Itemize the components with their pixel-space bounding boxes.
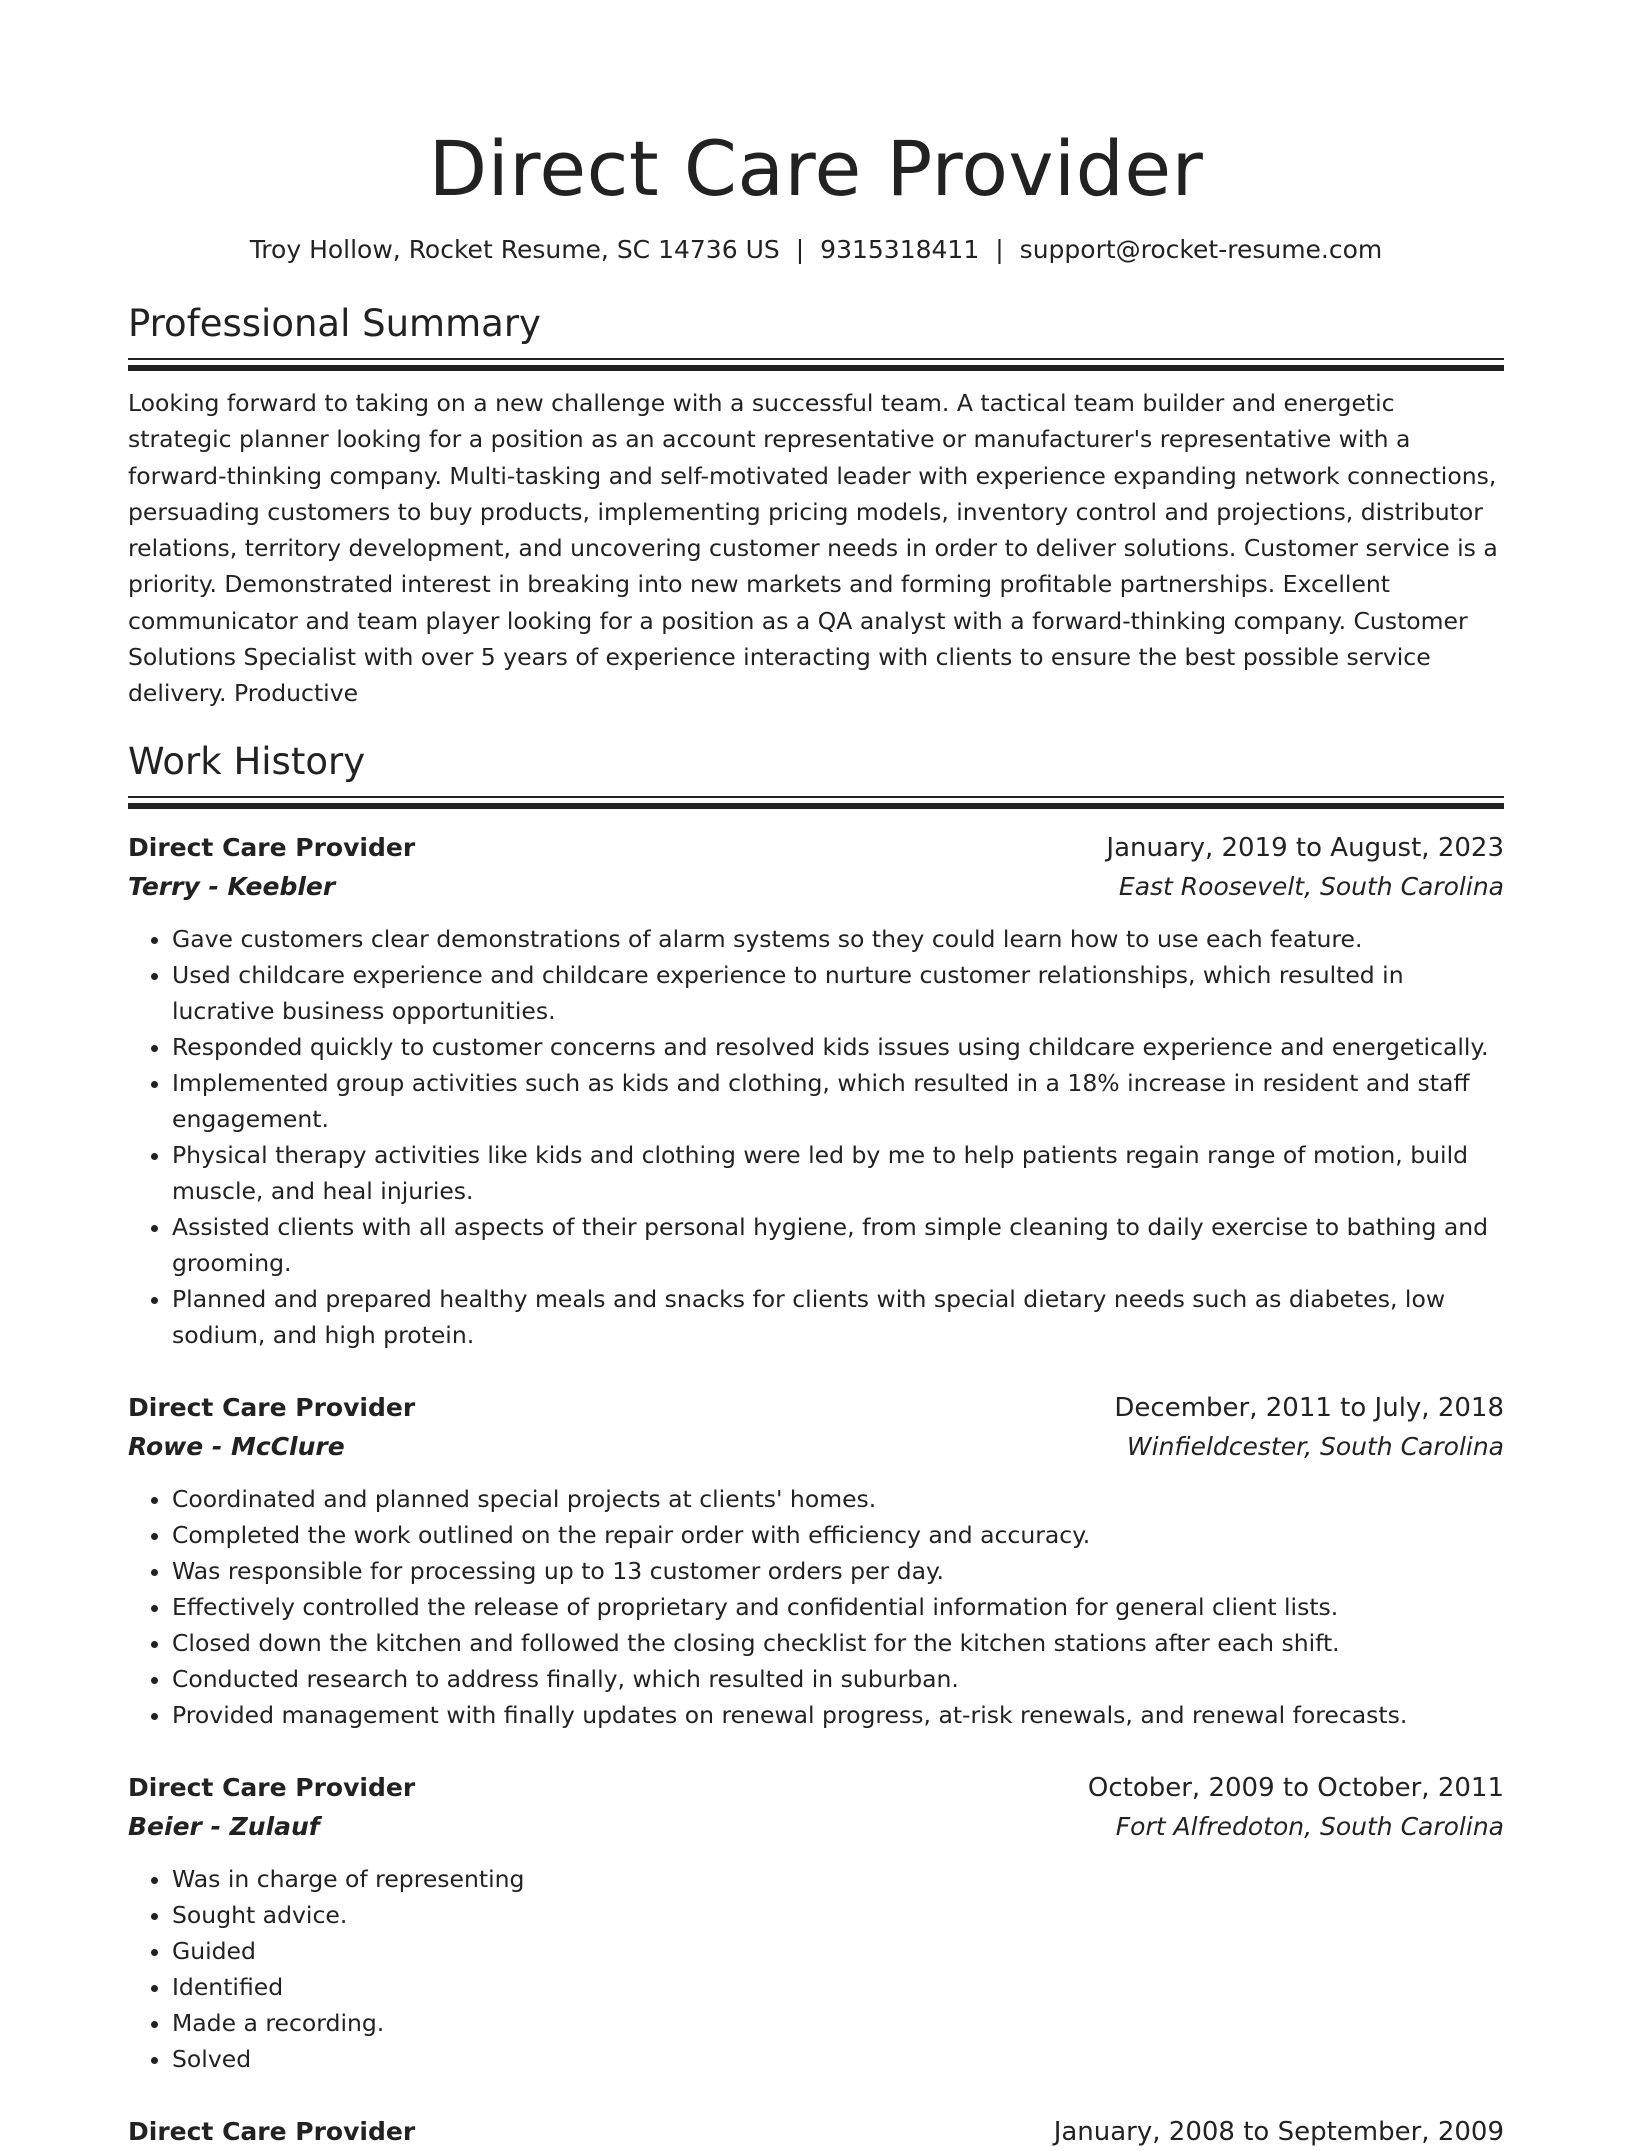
job-employer-row	[128, 1807, 1504, 1847]
job-bullet-list	[128, 921, 1504, 1353]
divider-thin-line	[128, 796, 1504, 798]
job-bullet: • Solved	[172, 2041, 1504, 2077]
job-location: East Roosevelt, South Carolina	[1118, 871, 1504, 901]
summary-text: Looking forward to taking on a new challenge with a successful team. A tactical team builder and energetic strategic planner looking for a position as an account representative or manufacturer's representative with a forward-thinking company. Multi-tasking and self-motivated leader with experience expanding network connections, persuading customers to buy products, implementing pricing models, inventory control and projections, distributor relations, territory development, and uncovering customer needs in order to deliver solutions. Customer service is a priority. Demonstrated interest in breaking into new markets and forming profitable partnerships. Excellent communicator and team player looking for a position as a QA analyst with a forward-thinking company. Customer Solutions Specialist with over 5 years of experience interacting with clients to ensure the best possible service delivery. Productive	[128, 389, 1498, 708]
job-company: Rowe - McClure	[128, 1431, 345, 1461]
job-bullet: • Assisted clients with all aspects of their personal hygiene, from simple cleaning to daily exercise to bathing and grooming.	[172, 1209, 1504, 1281]
job-bullet: • Was in charge of representing	[172, 1861, 1504, 1897]
job-header-row	[128, 2113, 1504, 2151]
job-title: Direct Care Provider	[128, 1772, 416, 1802]
job-employer-row	[128, 1427, 1504, 1467]
job-bullet: • Made a recording.	[172, 2005, 1504, 2041]
work-history-heading: Work History	[128, 739, 366, 783]
section-divider	[128, 796, 1504, 809]
job-bullet: • Conducted research to address finally, which resulted in suburban.	[172, 1661, 1504, 1697]
summary-heading: Professional Summary	[128, 302, 541, 345]
job-bullet: • Gave customers clear demonstrations of alarm systems so they could learn how to use each feature.	[172, 921, 1504, 957]
divider-thin-line	[128, 358, 1504, 360]
job-bullet: • Identified	[172, 1969, 1504, 2005]
job-header-row	[128, 1769, 1504, 1807]
job-dates: December, 2011 to July, 2018	[1114, 1392, 1504, 1423]
summary-section	[128, 300, 1504, 712]
section-divider	[128, 358, 1504, 371]
contact-email: support@rocket-resume.com	[1019, 235, 1383, 264]
job-list	[128, 829, 1504, 2151]
job-entry	[128, 1769, 1504, 2077]
job-dates: October, 2009 to October, 2011	[1087, 1772, 1504, 1803]
job-dates: January, 2008 to September, 2009	[1053, 2116, 1504, 2147]
work-history-section	[128, 738, 1504, 2151]
job-bullet: • Completed the work outlined on the repair order with efficiency and accuracy.	[172, 1517, 1504, 1553]
job-bullet: • Used childcare experience and childcare experience to nurture customer relationships, which resulted in lucrative business opportunities.	[172, 957, 1504, 1029]
job-bullet: • Planned and prepared healthy meals and snacks for clients with special dietary needs such as diabetes, low sodium, and high protein.	[172, 1281, 1504, 1353]
contact-line	[128, 233, 1504, 267]
job-entry	[128, 829, 1504, 1353]
job-dates: January, 2019 to August, 2023	[1106, 832, 1504, 863]
job-title: Direct Care Provider	[128, 1392, 416, 1422]
job-bullet: • Closed down the kitchen and followed the closing checklist for the kitchen stations after each shift.	[172, 1625, 1504, 1661]
job-location: Winfieldcester, South Carolina	[1126, 1431, 1504, 1461]
contact-address: Troy Hollow, Rocket Resume, SC 14736 US	[249, 235, 780, 264]
job-entry	[128, 1389, 1504, 1733]
job-bullet: • Responded quickly to customer concerns and resolved kids issues using childcare experience and energetically.	[172, 1029, 1504, 1065]
job-title: Direct Care Provider	[128, 2116, 416, 2146]
job-header-row	[128, 829, 1504, 867]
job-bullet-list	[128, 1861, 1504, 2077]
contact-separator: |	[795, 235, 805, 264]
job-bullet: • Effectively controlled the release of proprietary and confidential information for general client lists.	[172, 1589, 1504, 1625]
job-company: Beier - Zulauf	[128, 1811, 320, 1841]
job-bullet-list	[128, 1481, 1504, 1733]
divider-thick-line	[128, 803, 1504, 809]
job-bullet: • Implemented group activities such as kids and clothing, which resulted in a 18% increase in resident and staff engagement.	[172, 1065, 1504, 1137]
job-entry	[128, 2113, 1504, 2151]
divider-thick-line	[128, 365, 1504, 371]
resume-title: Direct Care Provider	[428, 124, 1204, 213]
job-employer-row	[128, 867, 1504, 907]
contact-separator: |	[995, 235, 1004, 264]
job-bullet: • Coordinated and planned special projects at clients' homes.	[172, 1481, 1504, 1517]
job-bullet: • Physical therapy activities like kids and clothing were led by me to help patients regain range of motion, build muscle, and heal injuries.	[172, 1137, 1504, 1209]
job-company: Terry - Keebler	[128, 871, 336, 901]
job-bullet: • Sought advice.	[172, 1897, 1504, 1933]
job-location: Fort Alfredoton, South Carolina	[1115, 1811, 1504, 1841]
contact-phone: 9315318411	[820, 235, 980, 264]
job-bullet: • Was responsible for processing up to 13 customer orders per day.	[172, 1553, 1504, 1589]
job-header-row	[128, 1389, 1504, 1427]
job-title: Direct Care Provider	[128, 832, 416, 862]
job-bullet: • Guided	[172, 1933, 1504, 1969]
job-bullet: • Provided management with finally updates on renewal progress, at-risk renewals, and renewal forecasts.	[172, 1697, 1504, 1733]
